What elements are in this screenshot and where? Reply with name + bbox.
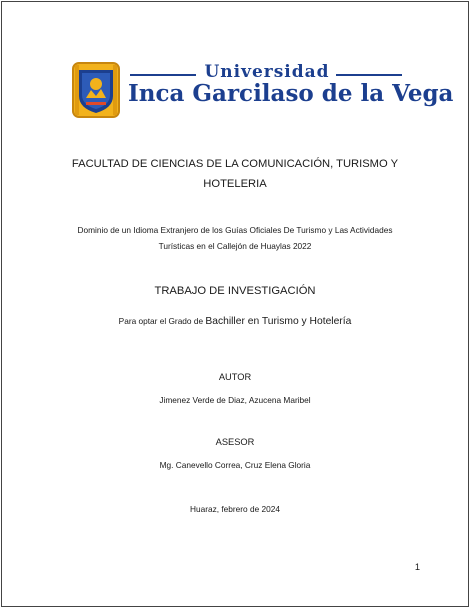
thesis-title-line-1: Dominio de un Idioma Extranjero de los Guías Oficiales De Turismo y Las Actividades bbox=[77, 225, 393, 235]
logo-rule-left bbox=[130, 74, 196, 76]
university-logo bbox=[72, 62, 454, 118]
work-type: TRABAJO DE INVESTIGACIÓN bbox=[154, 285, 316, 297]
faculty-heading bbox=[2, 154, 468, 194]
logo-rule-right bbox=[336, 74, 402, 76]
place-date: Huaraz, febrero de 2024 bbox=[190, 504, 280, 514]
faculty-line-2: HOTELERIA bbox=[203, 178, 267, 190]
degree-purpose bbox=[2, 316, 468, 327]
document-page bbox=[1, 1, 469, 607]
degree-name: Bachiller en Turismo y Hotelería bbox=[205, 316, 352, 327]
degree-prefix: Para optar el Grado de bbox=[118, 316, 206, 326]
thesis-title-line-2: Turísticas en el Callejón de Huaylas 2022 bbox=[158, 241, 312, 251]
page-number: 1 bbox=[414, 562, 420, 572]
university-crest-icon bbox=[72, 62, 120, 118]
advisor-heading: ASESOR bbox=[215, 437, 255, 447]
author-heading: AUTOR bbox=[218, 372, 252, 382]
faculty-line-1: FACULTAD DE CIENCIAS DE LA COMUNICACIÓN, TURISMO Y bbox=[71, 158, 399, 170]
advisor-name: Mg. Canevello Correa, Cruz Elena Gloria bbox=[159, 460, 311, 470]
author-name: Jimenez Verde de Diaz, Azucena Maribel bbox=[159, 395, 311, 405]
logo-university-name: Inca Garcilaso de la Vega bbox=[128, 80, 454, 107]
thesis-title bbox=[2, 222, 468, 254]
logo-top-word: Universidad bbox=[204, 62, 330, 82]
